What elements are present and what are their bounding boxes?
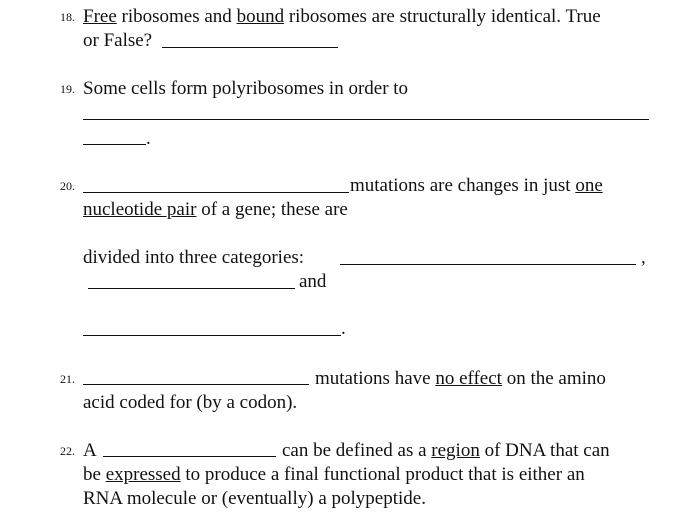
question-text-line-2: nucleotide pair of a gene; these are xyxy=(83,199,348,220)
underlined-term: nucleotide pair xyxy=(83,199,197,220)
period: . xyxy=(341,318,346,339)
answer-blank[interactable] xyxy=(83,335,341,336)
answer-blank[interactable] xyxy=(83,119,649,120)
answer-blank[interactable] xyxy=(103,456,276,457)
question-text-line-1: Some cells form polyribosomes in order to xyxy=(83,78,409,99)
question-text-line-2: or False? xyxy=(83,30,153,51)
question-number: 20. xyxy=(60,179,75,193)
underlined-term: region xyxy=(431,440,480,461)
question-text-line-2: acid coded for (by a codon). xyxy=(83,392,298,413)
answer-blank[interactable] xyxy=(88,288,295,289)
answer-blank[interactable] xyxy=(83,192,349,193)
underlined-term: no effect xyxy=(435,368,502,389)
article: A xyxy=(83,440,97,461)
question-number: 19. xyxy=(60,82,75,96)
period: . xyxy=(146,128,151,149)
question-text-line-3: RNA molecule or (eventually) a polypeptide. xyxy=(83,488,426,509)
question-text-line-1: Free ribosomes and bound ribosomes are structurally identical. True xyxy=(83,6,601,27)
answer-blank[interactable] xyxy=(340,264,636,265)
answer-blank[interactable] xyxy=(83,384,309,385)
question-text-line-1: can be defined as a region of DNA that can xyxy=(282,440,610,461)
question-number: 18. xyxy=(60,10,75,24)
question-text-line-3: divided into three categories: xyxy=(83,247,305,268)
question-text-line-2: be expressed to produce a final functional product that is either an xyxy=(83,464,585,485)
answer-blank[interactable] xyxy=(162,47,338,48)
underlined-term: one xyxy=(575,175,603,196)
conjunction: and xyxy=(299,271,327,292)
question-number: 21. xyxy=(60,372,75,386)
comma: , xyxy=(641,247,646,268)
question-text-line-1: mutations are changes in just one xyxy=(350,175,603,196)
question-number: 22. xyxy=(60,444,75,458)
question-text-line-1: mutations have no effect on the amino xyxy=(315,368,606,389)
answer-blank[interactable] xyxy=(83,144,146,145)
underlined-term: expressed xyxy=(105,464,181,485)
underlined-term: Free xyxy=(83,6,117,27)
underlined-term: bound xyxy=(236,6,285,27)
